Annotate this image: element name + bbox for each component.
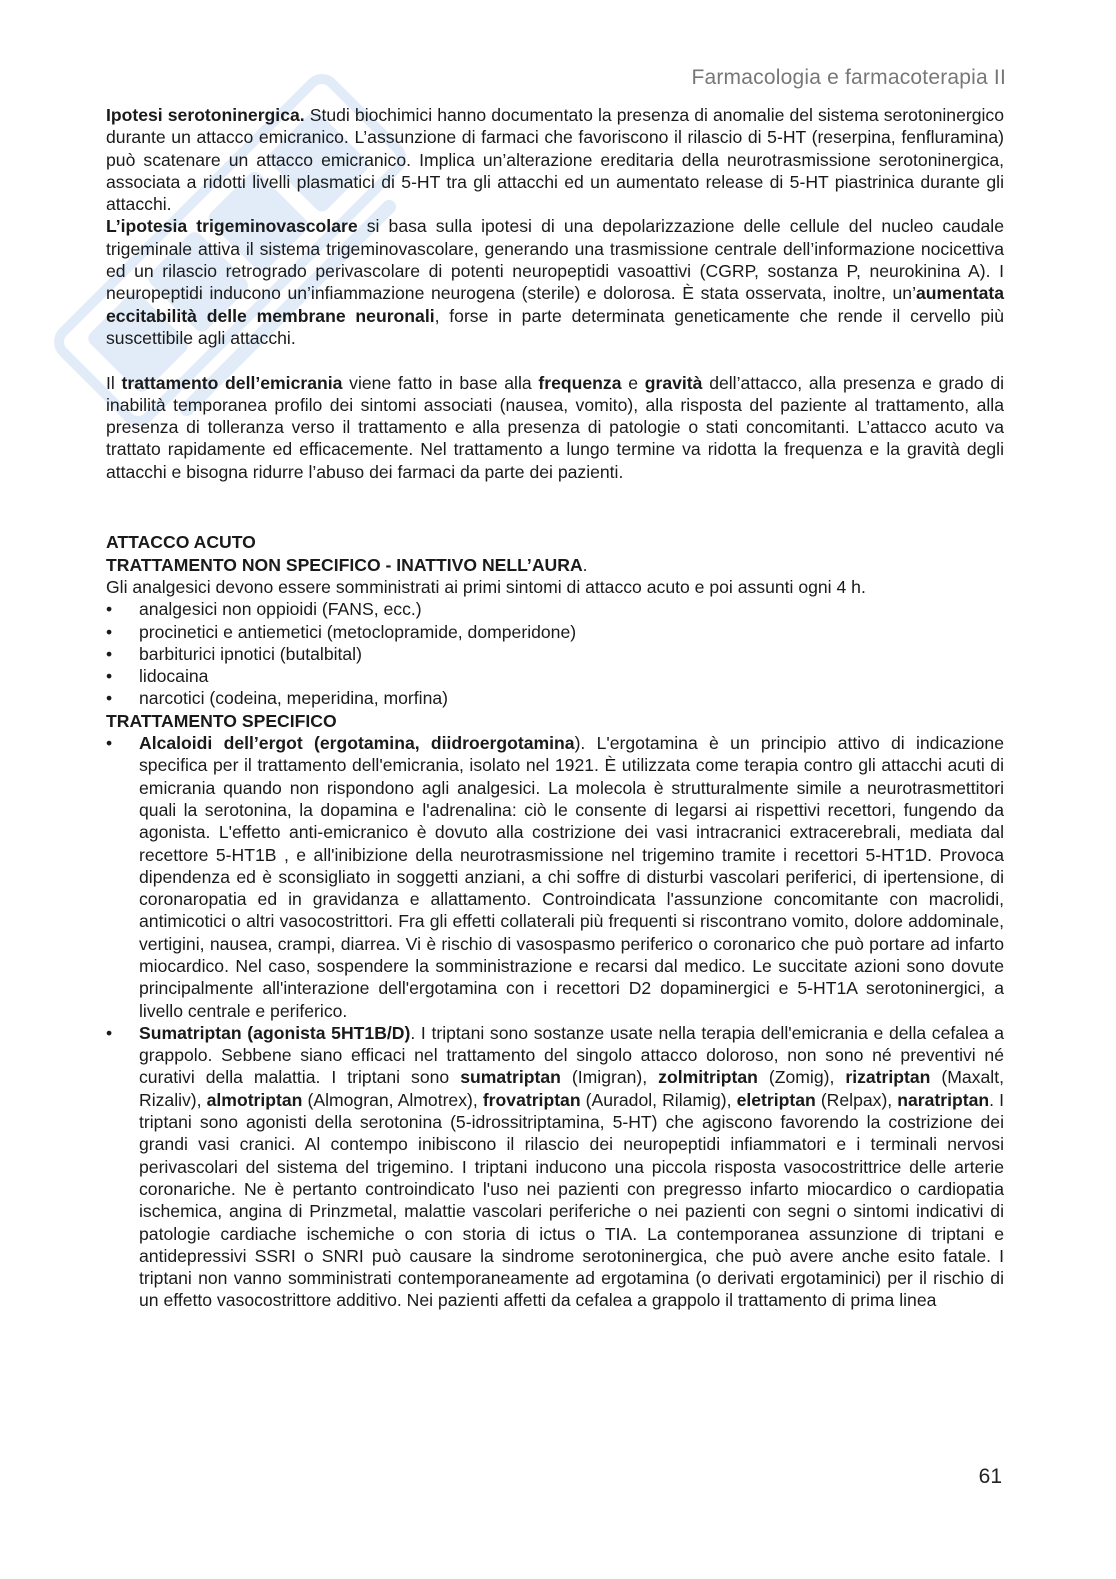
text-run: (Zomig), [757,1067,846,1088]
subheading-non-specifico [106,554,1004,576]
text-run: . [582,554,588,575]
text-run: . I triptani sono sostanze usate nella terapia dell'emicrania e della cefalea a grappolo. Sebbene siano efficaci nel trattamento del singolo attacco doloroso, non sono né preventivi né curativi della malattia. I triptani sono [139,1022,1004,1088]
text-run: (Almogran, Almotrex), [302,1089,483,1110]
term-sumatriptan-title: Sumatriptan (agonista 5HT1B/D) [139,1022,411,1043]
drug-zolmitriptan: zolmitriptan [658,1067,758,1088]
term-ipotesia-trigeminovascolare: L’ipotesia trigeminovascolare [106,216,358,237]
text-run: si basa sulla ipotesi di una depolarizzazione delle cellule del nucleo caudale trigeminale attiva il sistema trigeminovascolare, generando una trasmissione centrale dell’informazione nocicettiva ed un rilascio retrogrado perivascolare di potenti neuropeptidi vasoattivi (CGRP, sostanza P, neurokinina A). I neuropeptidi inducono un’infiammazione neurogena (sterile) e dolorosa. È stata osservata, inoltre, un’ [106,216,1004,304]
paragraph-serotoninergic-hypothesis [106,104,1004,349]
text-run: . I triptani sono agonisti della serotonina (5-idrossitriptamina, 5-HT) che agiscono favorendo la costrizione dei grandi vasi cranici. Al contempo inibiscono il rilascio dei neuropeptidi infiammatori e i terminali nervosi perivascolari del sistema del trigemino. I triptani inducono una piccola risposta vasocostrittrice delle arterie coronariche. Ne è pertanto controindicato l'uso nei pazienti con pregresso infarto miocardico o cardiopatia ischemica, angina di Prinzmetal, malattie vascolari periferiche o nei pazienti con segni o sintomi indicativi di patologie cardiache ischemiche o con storia di ictus o TIA. La contemporanea assunzione di triptani e antidepressivi SSRI o SNRI può causare la sindrome serotoninergica, che può avere anche esito fatale. I triptani non vanno somministrati contemporaneamente ad ergotamina (o derivati ergotaminici) per il rischio di un effetto vasocostrittore additivo. Nei pazienti affetti da cefalea a grappolo il trattamento di prima linea [139,1089,1004,1311]
list-item-sumatriptan [106,1022,1004,1312]
list-item: • analgesici non oppioidi (FANS, ecc.) [106,598,1004,620]
drug-rizatriptan: rizatriptan [845,1067,931,1088]
list-item-ergot [106,732,1004,1022]
term-frequenza: frequenza [538,372,622,393]
page-number: 61 [978,1465,1002,1488]
term-alcaloidi-ergot: Alcaloidi dell’ergot (ergotamina, diidroergotamina [139,733,575,754]
spacer [106,509,1004,531]
text-run: (Auradol, Rilamig), [580,1089,737,1110]
text-run: (Imigran), [560,1067,659,1088]
drug-eletriptan: eletriptan [736,1089,816,1110]
page-body [106,104,1004,1312]
list-item: • lidocaina [106,665,1004,687]
spacer [106,483,1004,509]
text-run: (Relpax), [815,1089,898,1110]
list-item: • narcotici (codeina, meperidina, morfina) [106,687,1004,709]
text-run: (Maxalt, Rizaliv), [139,1067,1004,1110]
text-run: Studi biochimici hanno documentato la presenza di anomalie del sistema serotoninergico durante un attacco emicranico. L’assunzione di farmaci che favoriscono il rilascio di 5-HT (reserpina, fenfluramina) può scatenare un attacco emicranico. Implica un’alterazione ereditaria della neurotrasmissione serotoninergica, associata a ridotti livelli plasmatici di 5-HT tra gli attacchi ed un aumentato release di 5-HT piastrinica durante gli attacchi. [106,105,1004,215]
paragraph-treatment [106,372,1004,483]
text-run: Il [106,372,122,393]
text-run: viene fatto in base alla [342,372,539,393]
list-item: • procinetici e antiemetici (metoclopramide, domperidone) [106,621,1004,643]
running-header-title: Farmacologia e farmacoterapia II [691,66,1006,89]
subheading-text: TRATTAMENTO NON SPECIFICO - INATTIVO NELL’AURA [106,554,583,575]
term-ipotesi-serotoninergica: Ipotesi serotoninergica. [106,105,305,125]
drug-sumatriptan: sumatriptan [460,1067,561,1088]
drug-frovatriptan: frovatriptan [482,1089,581,1110]
term-gravita: gravità [644,372,703,393]
spacer [106,349,1004,371]
drug-almotriptan: almotriptan [206,1089,303,1110]
drug-naratriptan: naratriptan [897,1089,990,1110]
non-specific-list [106,598,1004,709]
section-heading-attacco-acuto: ATTACCO ACUTO [106,532,256,553]
list-item: • barbiturici ipnotici (butalbital) [106,643,1004,665]
subheading-specifico: TRATTAMENTO SPECIFICO [106,710,337,731]
intro-analgesici: Gli analgesici devono essere somministrati ai primi sintomi di attacco acuto e poi assunti ogni 4 h. [106,576,866,597]
specific-list [106,732,1004,1312]
term-eccitabilita: aumentata eccitabilità delle membrane neuronali [106,283,1004,326]
text-run: ). L'ergotamina è un principio attivo di indicazione specifica per il trattamento dell'emicrania, isolato nel 1921. È utilizzata come terapia contro gli attacchi acuti di emicrania quando non rispondono agli analgesici. La molecola è strutturalmente simile a neurotrasmettitori quali la serotonina, la dopamina e l'adrenalina: ciò le consente di legarsi ai rispettivi recettori, fungendo da agonista. L'effetto anti-emicranico è dovuto alla costrizione dei vasi intracranici extracerebrali, mediata dal recettore 5-HT1B , e all'inibizione della neurotrasmissione nel trigemino tramite i recettori 5-HT1D. Provoca dipendenza ed è sconsigliato in soggetti anziani, a chi soffre di disturbi vascolari periferici, di ipertensione, di coronaropatia ed in gravidanza e allattamento. Controindicata l'assunzione concomitante con macrolidi, antimicotici o altri vasocostrittori. Fra gli effetti collaterali più frequenti si riscontrano vomito, dolore addominale, vertigini, nausea, crampi, diarrea. Vi è rischio di vasospasmo periferico o coronarico che può portare ad infarto miocardico. Nel caso, sospendere la somministrazione e recarsi dal medico. Le succitate azioni sono dovute principalmente all'interazione dell'ergotamina con i recettori D2 dopaminergici e 5-HT1A serotoninergici, a livello centrale e periferico. [139,733,1004,1021]
text-run: dell’attacco, alla presenza e grado di inabilità temporanea profilo dei sintomi associati (nausea, vomito), alla risposta del paziente al trattamento, alla presenza di tolleranza verso il trattamento e alla presenza di patologie o stati concomitanti. L’attacco acuto va trattato rapidamente ed efficacemente. Nel trattamento a lungo termine va ridotta la frequenza e la gravità degli attacchi e bisogna ridurre l’abuso dei farmaci da parte dei pazienti. [106,372,1005,482]
text-run: e [621,372,645,393]
term-trattamento: trattamento dell’emicrania [121,372,343,393]
text-run: , forse in parte determinata geneticamente che rende il cervello più suscettibile agli attacchi. [106,305,1004,348]
